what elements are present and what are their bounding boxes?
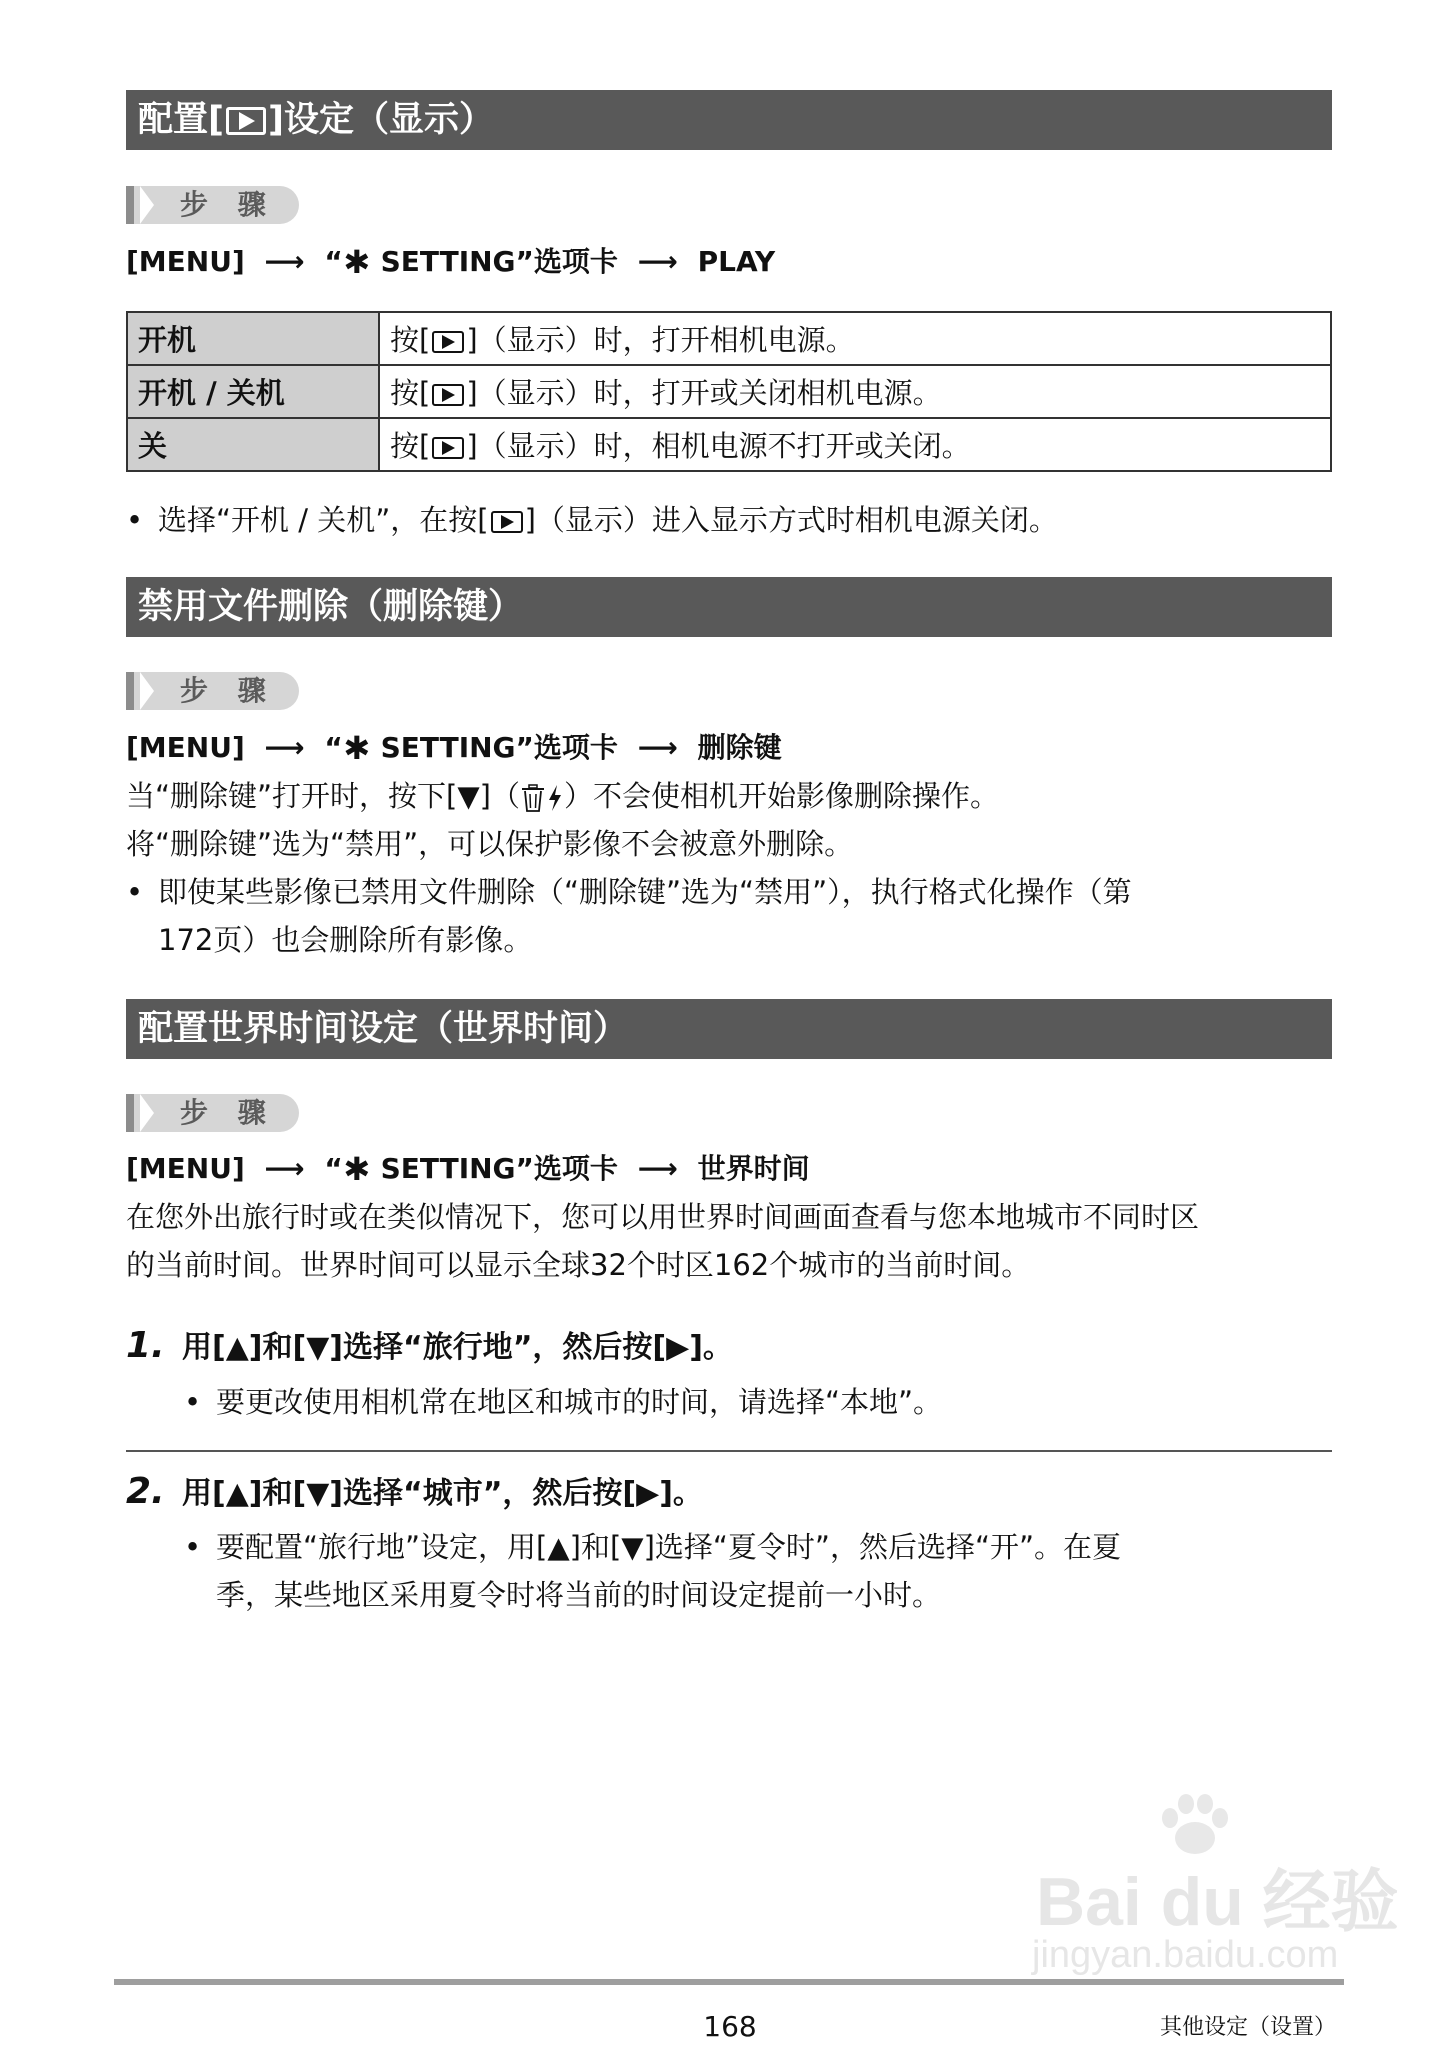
delete-key-desc: 当“删除键”打开时，按下[▼]（ ）不会使相机开始影像删除操作。 xyxy=(126,779,999,813)
play-icon xyxy=(226,107,266,135)
page-number: 168 xyxy=(703,2010,757,2043)
step-2 xyxy=(126,1468,703,1512)
arrow-icon: ⟶ xyxy=(637,731,678,764)
options-table xyxy=(126,311,1332,472)
option-key: 开机 xyxy=(127,312,379,365)
menu-path-delete xyxy=(126,726,782,767)
menu-key: [MENU] xyxy=(126,731,245,764)
setting-tab-label: SETTING”选项卡 xyxy=(380,245,618,278)
menu-item-world-time: 世界时间 xyxy=(697,1152,810,1185)
step-1-note: • 要更改使用相机常在地区和城市的时间，请选择“本地”。 xyxy=(184,1378,942,1426)
menu-key: [MENU] xyxy=(126,1152,245,1185)
section-title-pre: 配置[ xyxy=(138,100,224,140)
bullet-icon: • xyxy=(184,1385,202,1419)
menu-path-world-time xyxy=(126,1147,810,1188)
note-format: • 即使某些影像已禁用文件删除（“删除键”选为“禁用”），执行格式化操作（第 xyxy=(126,868,1132,916)
option-key: 开机 / 关机 xyxy=(127,365,379,418)
table-row xyxy=(127,312,1331,365)
option-desc: 按[ ]（显示）时，打开相机电源。 xyxy=(379,312,1331,365)
step-label: 步 骤 xyxy=(180,674,276,707)
delete-key-protect: 将“删除键”选为“禁用”，可以保护影像不会被意外删除。 xyxy=(126,827,854,861)
play-icon xyxy=(432,384,464,406)
step-label-pill xyxy=(126,1094,299,1132)
bullet-icon: • xyxy=(126,503,144,537)
play-icon xyxy=(432,331,464,353)
arrow-icon: ⟶ xyxy=(264,245,305,278)
step-2-note-cont: 季，某些地区采用夏令时将当前的时间设定提前一小时。 xyxy=(216,1578,942,1612)
arrow-icon: ⟶ xyxy=(637,245,678,278)
step-number: 1. xyxy=(126,1325,165,1366)
step-number: 2. xyxy=(126,1471,165,1512)
step-label-pill xyxy=(126,186,299,224)
section-header-display xyxy=(126,90,1332,150)
gear-icon: ✱ xyxy=(343,1150,371,1188)
step-text: 用[▲]和[▼]选择“旅行地”，然后按[▶]。 xyxy=(182,1330,733,1365)
quote-open: “ xyxy=(324,245,343,278)
footer-rule xyxy=(114,1979,1344,1985)
step-label-pill xyxy=(126,672,299,710)
world-time-intro-1: 在您外出旅行时或在类似情况下，您可以用世界时间画面查看与您本地城市不同时区 xyxy=(126,1200,1200,1234)
step-label: 步 骤 xyxy=(180,188,276,221)
step-1 xyxy=(126,1322,733,1366)
section-title-post: ]设定（显示） xyxy=(268,100,494,140)
menu-item-play: PLAY xyxy=(697,245,776,278)
section-header-delete-key: 禁用文件删除（删除键） xyxy=(126,577,1332,637)
step-2-note: • 要配置“旅行地”设定，用[▲]和[▼]选择“夏令时”，然后选择“开”。在夏 xyxy=(184,1523,1121,1571)
setting-tab-label: SETTING”选项卡 xyxy=(380,1152,618,1185)
option-key: 关 xyxy=(127,418,379,471)
world-time-intro-2: 的当前时间。世界时间可以显示全球32个时区162个城市的当前时间。 xyxy=(126,1248,1031,1282)
quote-open: “ xyxy=(324,731,343,764)
step-label: 步 骤 xyxy=(180,1096,276,1129)
divider xyxy=(126,1450,1332,1452)
menu-path-display xyxy=(126,240,775,281)
option-desc: 按[ ]（显示）时，相机电源不打开或关闭。 xyxy=(379,418,1331,471)
table-row xyxy=(127,418,1331,471)
watermark-url: jingyan.baidu.com xyxy=(1032,1934,1339,1976)
note-format-cont: 172页）也会删除所有影像。 xyxy=(158,923,533,957)
option-desc: 按[ ]（显示）时，打开或关闭相机电源。 xyxy=(379,365,1331,418)
gear-icon: ✱ xyxy=(343,729,371,767)
section-header-world-time: 配置世界时间设定（世界时间） xyxy=(126,999,1332,1059)
watermark-brand: Bai du 经验 xyxy=(1036,1864,1399,1940)
arrow-icon: ⟶ xyxy=(264,1152,305,1185)
table-row xyxy=(127,365,1331,418)
quote-open: “ xyxy=(324,1152,343,1185)
step-text: 用[▲]和[▼]选择“城市”，然后按[▶]。 xyxy=(182,1476,703,1511)
gear-icon: ✱ xyxy=(343,243,371,281)
footer-section-name: 其他设定（设置） xyxy=(1160,2015,1337,2040)
arrow-icon: ⟶ xyxy=(264,731,305,764)
trash-icon xyxy=(520,783,546,813)
flash-icon xyxy=(546,783,564,813)
menu-key: [MENU] xyxy=(126,245,245,278)
setting-tab-label: SETTING”选项卡 xyxy=(380,731,618,764)
bullet-icon: • xyxy=(184,1530,202,1564)
play-icon xyxy=(491,511,523,533)
play-icon xyxy=(432,437,464,459)
menu-item-delete-key: 删除键 xyxy=(697,731,782,764)
arrow-icon: ⟶ xyxy=(637,1152,678,1185)
bullet-icon: • xyxy=(126,875,144,909)
note-power-off: • 选择“开机 / 关机”，在按[ ]（显示）进入显示方式时相机电源关闭。 xyxy=(126,496,1058,544)
